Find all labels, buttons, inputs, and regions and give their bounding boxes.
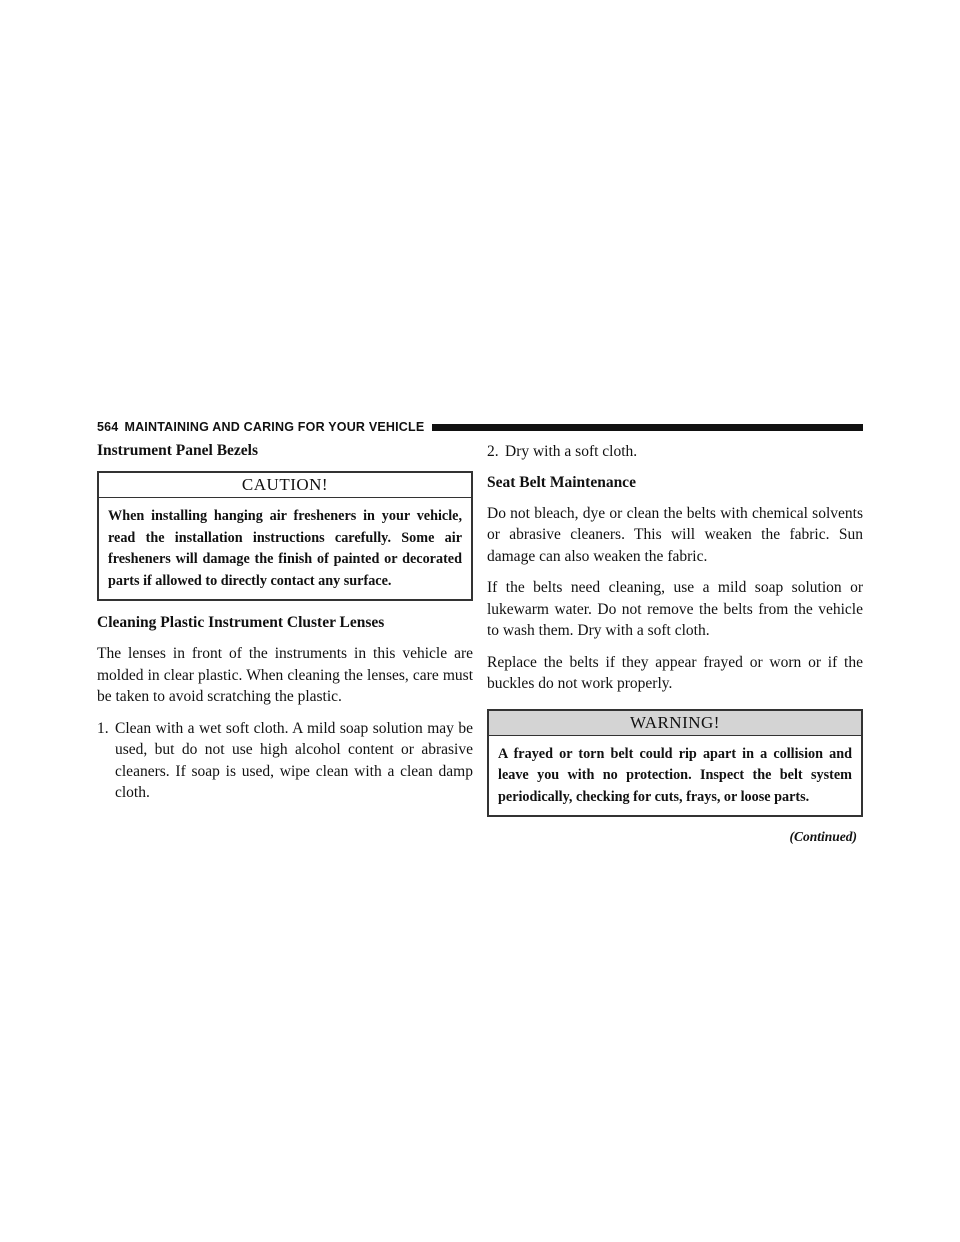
right-column <box>487 441 863 845</box>
warning-box <box>487 709 863 818</box>
page-number: 564 <box>97 420 119 434</box>
continued-note: (Continued) <box>789 829 857 844</box>
list-item <box>97 718 473 804</box>
section-title: MAINTAINING AND CARING FOR YOUR VEHICLE <box>124 420 425 434</box>
list-item <box>487 441 863 463</box>
page-header <box>97 420 863 434</box>
heading-instrument-panel-bezels: Instrument Panel Bezels <box>97 442 259 459</box>
step-number: 2. <box>487 443 499 460</box>
heading-seat-belt-maintenance: Seat Belt Maintenance <box>487 473 636 491</box>
caution-title: CAUTION! <box>99 473 471 498</box>
header-rule <box>432 424 863 431</box>
warning-body: A frayed or torn belt could rip apart in a collision and leave you with no protection. Inspect the belt system periodically, checking for cuts, frays, or loose parts. <box>498 745 852 805</box>
seat-belt-paragraph-3: Replace the belts if they appear frayed or worn or if the buckles do not work properly. <box>487 653 863 692</box>
left-column <box>97 441 473 814</box>
step-number: 1. <box>97 719 109 737</box>
step-text: Dry with a soft cloth. <box>505 443 638 460</box>
caution-body: When installing hanging air fresheners in your vehicle, read the installation instructions carefully. Some air fresheners will damage the finish of painted or decorated parts if allowed to directly contact any surface. <box>108 508 462 589</box>
step-text: Clean with a wet soft cloth. A mild soap solution may be used, but do not use high alcohol content or abrasive cleaners. If soap is used, wipe clean with a clean damp cloth. <box>115 719 473 801</box>
heading-cleaning-lenses: Cleaning Plastic Instrument Cluster Lenses <box>97 614 385 631</box>
caution-box <box>97 471 473 601</box>
lenses-paragraph: The lenses in front of the instruments in this vehicle are molded in clear plastic. When cleaning the lenses, care must be taken to avoid scratching the plastic. <box>97 645 473 705</box>
warning-title: WARNING! <box>489 711 861 736</box>
seat-belt-paragraph-1: Do not bleach, dye or clean the belts with chemical solvents or abrasive cleaners. This will weaken the fabric. Sun damage can also weaken the fabric. <box>487 504 863 565</box>
seat-belt-paragraph-2: If the belts need cleaning, use a mild soap solution or lukewarm water. Do not remove the belts from the vehicle to wash them. Dry with a soft cloth. <box>487 579 863 639</box>
